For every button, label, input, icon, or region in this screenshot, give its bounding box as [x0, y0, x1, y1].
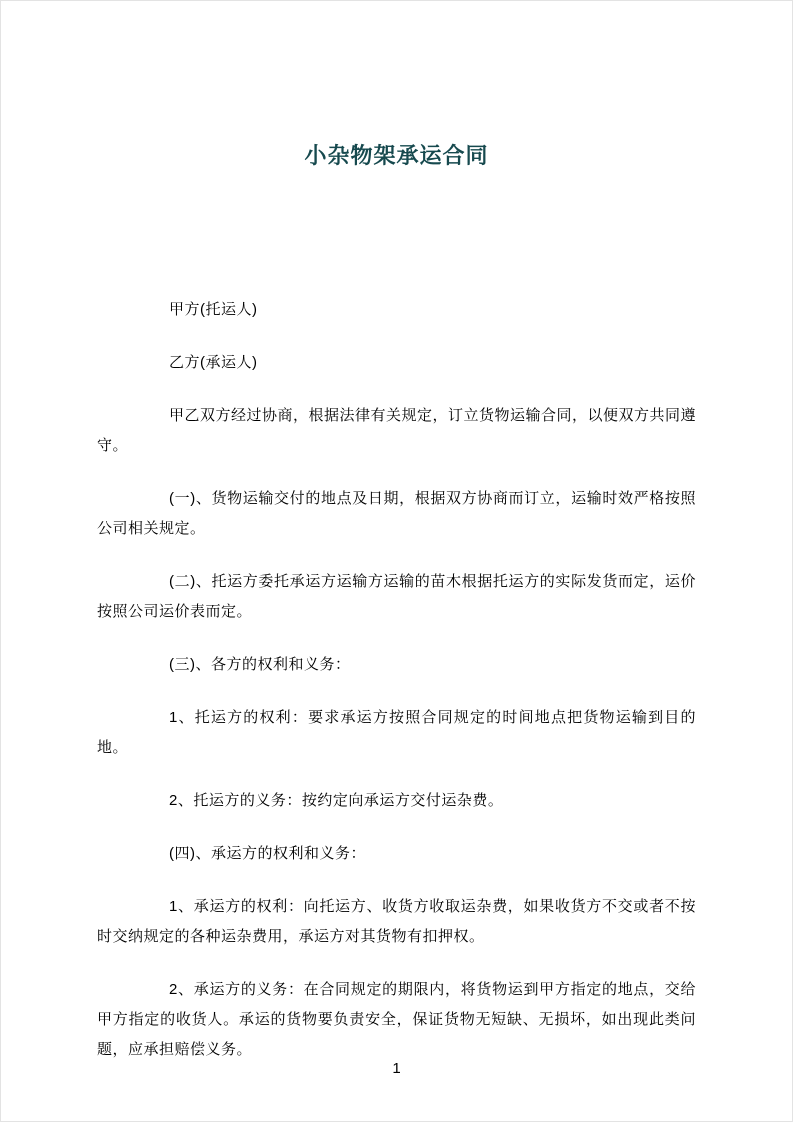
paragraph: 2、承运方的义务：在合同规定的期限内，将货物运到甲方指定的地点，交给甲方指定的收货人。承运的货物要负责安全，保证货物无短缺、无损坏，如出现此类问题，应承担赔偿义务。 — [97, 981, 696, 1058]
document-body — [97, 295, 696, 1065]
paragraph: (三)、各方的权利和义务： — [169, 656, 351, 673]
paragraph: 1、承运方的权利：向托运方、收货方收取运杂费，如果收货方不交或者不按时交纳规定的各种运杂费用，承运方对其货物有扣押权。 — [97, 898, 696, 945]
paragraph: 甲方(托运人) — [169, 301, 258, 318]
paragraph: 2、托运方的义务：按约定向承运方交付运杂费。 — [169, 792, 504, 809]
paragraph: (四)、承运方的权利和义务： — [169, 845, 366, 862]
paragraph: 甲乙双方经过协商，根据法律有关规定，订立货物运输合同，以便双方共同遵守。 — [97, 407, 697, 454]
paragraph: 1、托运方的权利：要求承运方按照合同规定的时间地点把货物运输到目的地。 — [97, 709, 696, 756]
paragraph: (二)、托运方委托承运方运输方运输的苗木根据托运方的实际发货而定，运价按照公司运价表而定。 — [97, 573, 696, 620]
page-number: 1 — [392, 1060, 401, 1077]
paragraph: 乙方(承运人) — [169, 354, 258, 371]
document-title: 小杂物架承运合同 — [304, 143, 489, 168]
paragraph: (一)、货物运输交付的地点及日期，根据双方协商而订立，运输时效严格按照公司相关规定。 — [97, 490, 696, 537]
